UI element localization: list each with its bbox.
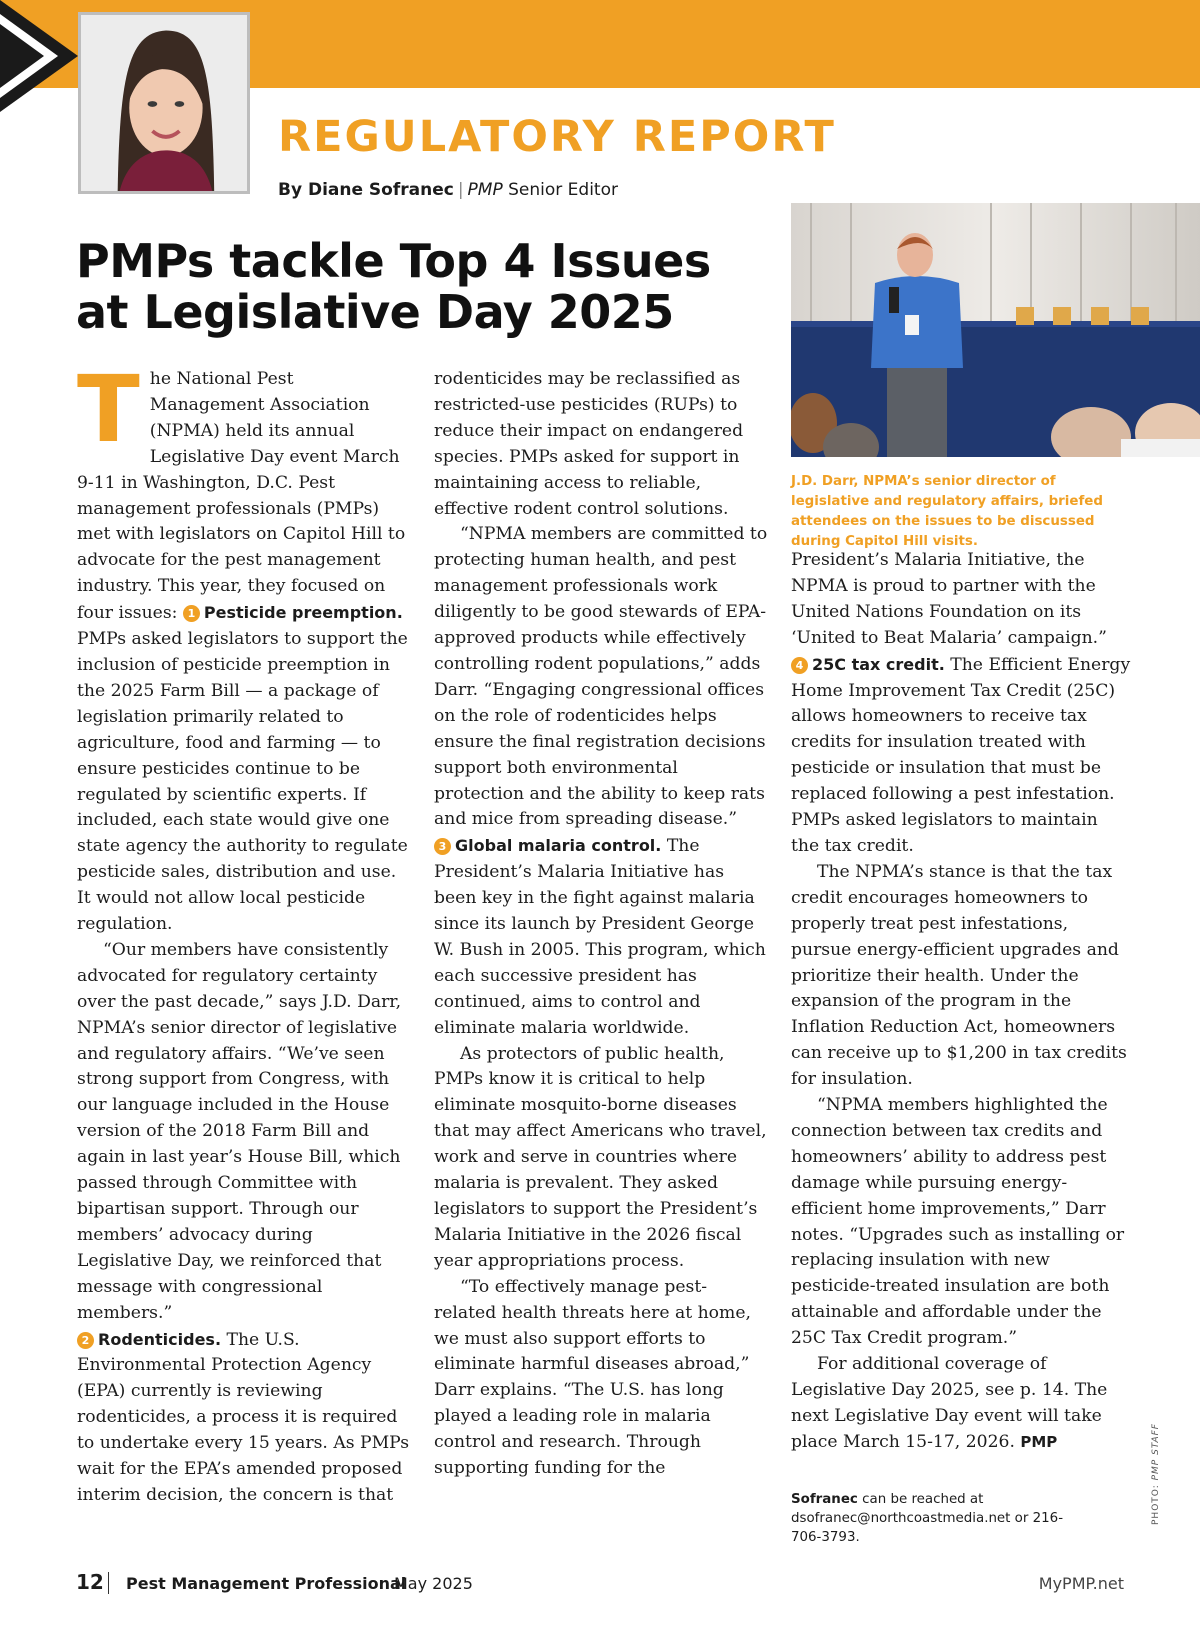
website-link[interactable]: MyPMP.net	[1038, 1574, 1124, 1593]
paragraph: For additional coverage of Legislative Day 2025, see p. 14. The next Legislative Day event will take place March 15-17, 2026. PMP	[791, 1354, 1108, 1452]
article-column-3	[791, 548, 1131, 1456]
paragraph: “To effectively manage pest-related health threats here at home, we must also support efforts to eliminate harmful diseases abroad,” Darr explains. “The U.S. has long played a leading role in malaria control and research. Through supporting funding for the	[434, 1276, 751, 1479]
number-badge-icon: 1	[183, 605, 200, 622]
issue-heading: Global malaria control.	[455, 836, 662, 856]
issue-heading: 25C tax credit.	[812, 654, 945, 674]
contact-name: Sofranec	[791, 1492, 858, 1507]
article-photo	[791, 203, 1200, 457]
headline-line-1: PMPs tackle Top 4 Issues	[76, 234, 711, 288]
number-badge-icon: 4	[791, 657, 808, 674]
magazine-name: Pest Management Professional	[126, 1574, 407, 1593]
paragraph: As protectors of public health, PMPs know it is critical to help eliminate mosquito-borne diseases that may affect Americans who travel, work and serve in countries where malaria is prevalent. They asked legislators to support the President’s Malaria Initiative in the 2026 fiscal year appropriations process.	[434, 1043, 767, 1271]
drop-cap: T	[77, 356, 140, 463]
author-contact: Sofranec can be reached at dsofranec@northcoastmedia.net or 216-706-3793.	[791, 1492, 1064, 1545]
paragraph: “Our members have consistently advocated for regulatory certainty over the past decade,” says J.D. Darr, NPMA’s senior director of legislative and regulatory affairs. “We’ve seen strong support from Congress, with our language included in the House version of the 2018 Farm Bill and again in last year’s House Bill, which passed through Committee with bipartisan support. Through our members’ advocacy during Legislative Day, we reinforced that message with congressional members.”	[77, 939, 402, 1323]
paragraph: 3 Global malaria control. The President’s Malaria Initiative has been key in the fight against malaria since its launch by President George W. Bush in 2005. This program, which each successive president has continued, aims to control and eliminate malaria worldwide.	[434, 836, 766, 1038]
paragraph: The NPMA’s stance is that the tax credit encourages homeowners to properly treat pest infestations, pursue energy-efficient upgrades and prioritize their health. Under the expansion of the program in the Inflation Reduction Act, homeowners can receive up to $1,200 in tax credits for insulation.	[791, 861, 1127, 1090]
issue-heading: Rodenticides.	[98, 1329, 222, 1349]
article-column-1	[77, 356, 412, 1509]
byline-publication: PMP	[467, 180, 503, 200]
headline-line-2: at Legislative Day 2025	[76, 285, 674, 339]
paragraph: 4 25C tax credit. The Efficient Energy Home Improvement Tax Credit (25C) allows homeowners to receive tax credits for insulation treated with pesticide or insulation that must be replaced following a pest infestation. PMPs asked legislators to maintain the tax credit.	[791, 654, 1131, 856]
footer-divider	[108, 1572, 109, 1594]
number-badge-icon: 2	[77, 1332, 94, 1349]
author-role: Senior Editor	[508, 180, 618, 200]
byline: By Diane Sofranec | PMP Senior Editor	[278, 180, 618, 200]
paragraph: The National Pest Management Association (NPMA) held its annual Legislative Day event March 9-11 in Washington, D.C. Pest management professionals (PMPs) met with legislators on Capitol Hill to advocate for the pest management industry. This year, they focused on four issues: 1 Pesticide preemption. PMPs asked legislators to support the inclusion of pesticide preemption in the 2025 Farm Bill — a package of legislation primarily related to agriculture, food and farming — to ensure pesticides continue to be regulated by scientific experts. If included, each state would give one state agency the authority to regulate pesticide sales, distribution and use. It would not allow local pesticide regulation.	[77, 356, 408, 935]
paragraph: “NPMA members highlighted the connection between tax credits and homeowners’ ability to address pest damage while pursuing energy-efficient home improvements,” Darr notes. “Upgrades such as installing or replacing insulation with new pesticide-treated insulation are both attainable and affordable under the 25C Tax Credit program.”	[791, 1095, 1125, 1349]
paragraph: President’s Malaria Initiative, the NPMA is proud to partner with the United Nations Foundation on its ‘United to Beat Malaria’ campaign.”	[791, 550, 1107, 648]
section-title: REGULATORY REPORT	[278, 112, 836, 162]
paragraph: rodenticides may be reclassified as restricted-use pesticides (RUPs) to reduce their impact on endangered species. PMPs asked for support in maintaining access to reliable, effective rodent control solutions.	[434, 369, 744, 519]
photo-caption: J.D. Darr, NPMA’s senior director of legislative and regulatory affairs, briefed attendees on the issues to be discussed during Capitol Hill visits.	[791, 474, 1103, 549]
author-headshot	[78, 12, 250, 194]
issue-heading: Pesticide preemption.	[203, 603, 403, 623]
issue-date: May 2025	[394, 1574, 473, 1593]
number-badge-icon: 3	[434, 838, 451, 855]
paragraph: 2 Rodenticides. The U.S. Environmental Protection Agency (EPA) currently is reviewing rodenticides, a process it is required to undertake every 15 years. As PMPs wait for the EPA’s amended proposed interim decision, the concern is that	[77, 1329, 410, 1505]
page-footer	[76, 1570, 1124, 1594]
end-signoff: PMP	[1020, 1432, 1058, 1451]
article-headline	[76, 236, 766, 338]
photo-credit: PHOTO: PMP STAFF	[1151, 1423, 1161, 1525]
author-name: By Diane Sofranec	[278, 180, 454, 200]
page-number: 12	[76, 1570, 104, 1594]
paragraph: “NPMA members are committed to protecting human health, and pest management professionals work diligently to be good stewards of EPA-approved products while effectively controlling rodent populations,” adds Darr. “Engaging congressional offices on the role of rodenticides helps ensure the final registration decisions support both environmental protection and the ability to keep rats and mice from spreading disease.”	[434, 524, 768, 830]
article-column-2	[434, 367, 769, 1482]
